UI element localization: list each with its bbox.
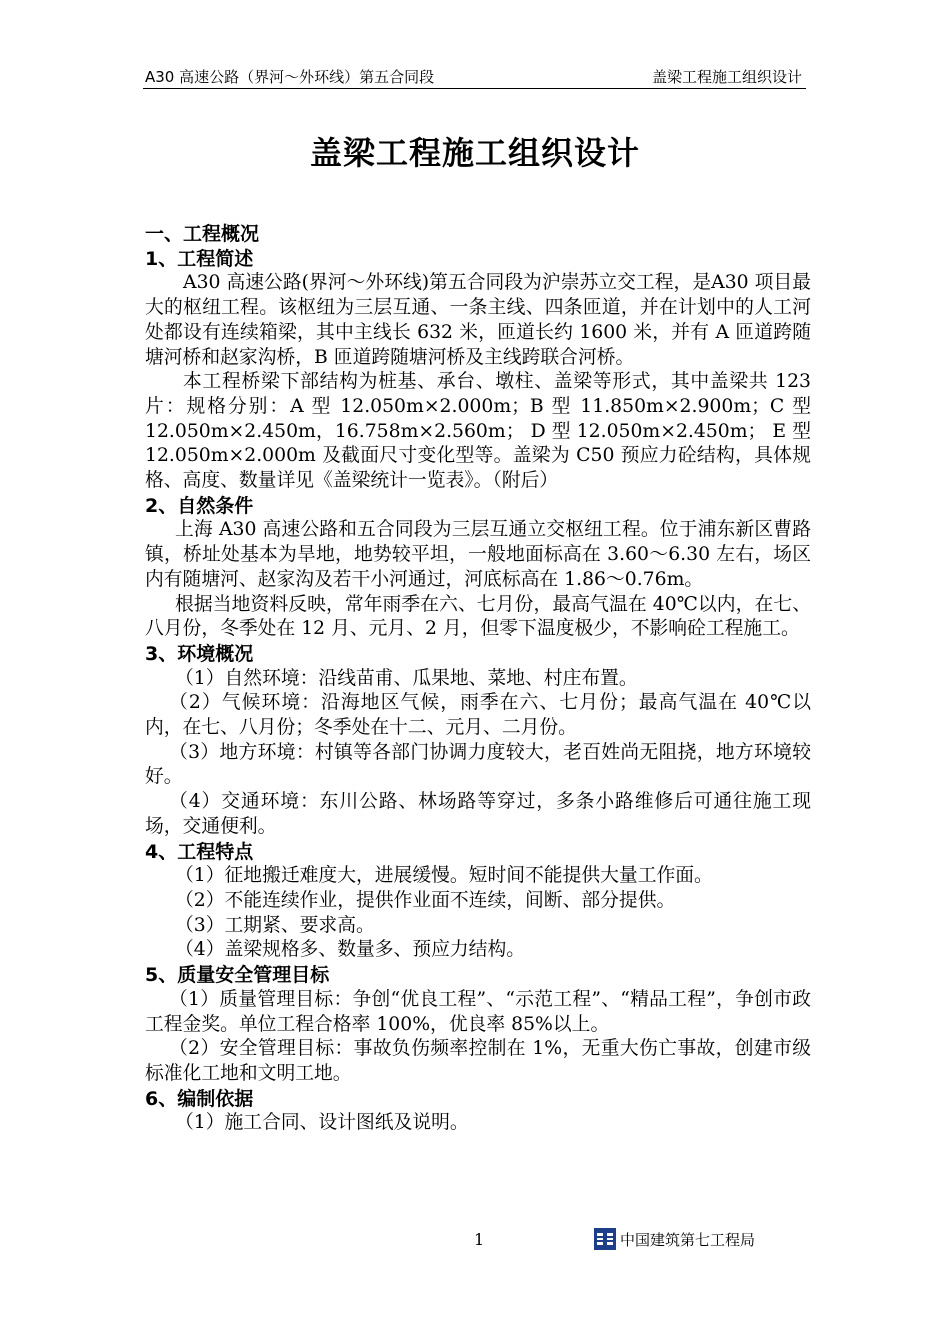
footer-company <box>594 1228 755 1250</box>
list-item-feature-4: （4）盖梁规格多、数量多、预应力结构。 <box>175 939 526 961</box>
subsection-heading-4: 4、工程特点 <box>145 840 254 863</box>
subsection-heading-1: 1、工程简述 <box>145 247 254 270</box>
cscec-logo-icon <box>594 1228 616 1250</box>
paragraph-conditions-2: 根据当地资料反映，常年雨季在六、七月份，最高气温在 40℃以内，在七、八月份，冬季处在 12 月、元月、2 月，但零下温度极少，不影响砼工程施工。 <box>145 593 811 640</box>
list-item-environment-4: （4）交通环境：东川公路、林场路等穿过，多条小路维修后可通往施工现场，交通便利。 <box>145 791 811 837</box>
subsection-heading-2: 2、自然条件 <box>145 494 254 517</box>
header-project-name: A30 高速公路（界河～外环线）第五合同段 <box>145 68 435 86</box>
list-item-feature-1: （1）征地搬迁难度大，进展缓慢。短时间不能提供大量工作面。 <box>175 865 713 887</box>
paragraph-overview-2: 本工程桥梁下部结构为桩基、承台、墩柱、盖梁等形式，其中盖梁共 123 片：规格分别：A 型 12.050m×2.000m；B 型 11.850m×2.900m；C 型 12.050m×2.450m，16.758m×2.560m； D 型 12.050m×2.450m； E 型 12.050m×2.000m 及截面尺寸变化型等。盖梁为 C50 预应力砼结构，具体规格、高度、数量详见《盖梁统计一览表》。（附后） <box>145 371 811 492</box>
page-header <box>143 66 806 89</box>
list-item-basis-1: （1）施工合同、设计图纸及说明。 <box>175 1112 469 1134</box>
list-item-environment-2: （2）气候环境：沿海地区气候，雨季在六、七月份；最高气温在 40℃以内，在七、八月份；冬季处在十二、元月、二月份。 <box>145 692 811 739</box>
subsection-heading-3: 3、环境概况 <box>145 642 254 665</box>
list-item-environment-1: （1）自然环境：沿线苗甫、瓜果地、菜地、村庄布置。 <box>175 667 638 689</box>
document-title: 盖梁工程施工组织设计 <box>309 134 640 172</box>
list-item-target-1: （1）质量管理目标：争创“优良工程”、“示范工程”、“精品工程”，争创市政工程金奖。单位工程合格率 100%，优良率 85%以上。 <box>145 988 811 1035</box>
header-document-name: 盖梁工程施工组织设计 <box>651 68 802 86</box>
paragraph-conditions-1: 上海 A30 高速公路和五合同段为三层互通立交枢纽工程。位于浦东新区曹路镇，桥址处基本为旱地，地势较平坦，一般地面标高在 3.60～6.30 左右，场区内有随塘河、赵家沟及若干小河通过，河底标高在 1.86～0.76m。 <box>145 519 811 590</box>
list-item-feature-2: （2）不能连续作业，提供作业面不连续，间断、部分提供。 <box>175 889 676 911</box>
paragraph-overview-1: A30 高速公路(界河～外环线)第五合同段为沪崇苏立交工程，是A30 项目最大的枢纽工程。该枢纽为三层互通、一条主线、四条匝道，并在计划中的人工河处都设有连续箱梁，其中主线长 632 米，匝道长约 1600 米，并有 A 匝道跨随塘河桥和赵家沟桥，B 匝道跨随塘河桥及主线跨联合河桥。 <box>145 272 811 368</box>
list-item-feature-3: （3）工期紧、要求高。 <box>175 914 375 936</box>
subsection-heading-5: 5、质量安全管理目标 <box>145 964 330 987</box>
company-name: 中国建筑第七工程局 <box>620 1230 756 1249</box>
list-item-environment-3: （3）地方环境：村镇等各部门协调力度较大，老百姓尚无阻挠，地方环境较好。 <box>145 741 811 788</box>
page-number: 1 <box>474 1230 485 1249</box>
document-body <box>145 222 811 1136</box>
subsection-heading-6: 6、编制依据 <box>145 1087 254 1110</box>
list-item-target-2: （2）安全管理目标：事故负伤频率控制在 1%，无重大伤亡事故，创建市级标准化工地和文明工地。 <box>145 1038 811 1084</box>
section-heading-1: 一、工程概况 <box>145 223 260 245</box>
